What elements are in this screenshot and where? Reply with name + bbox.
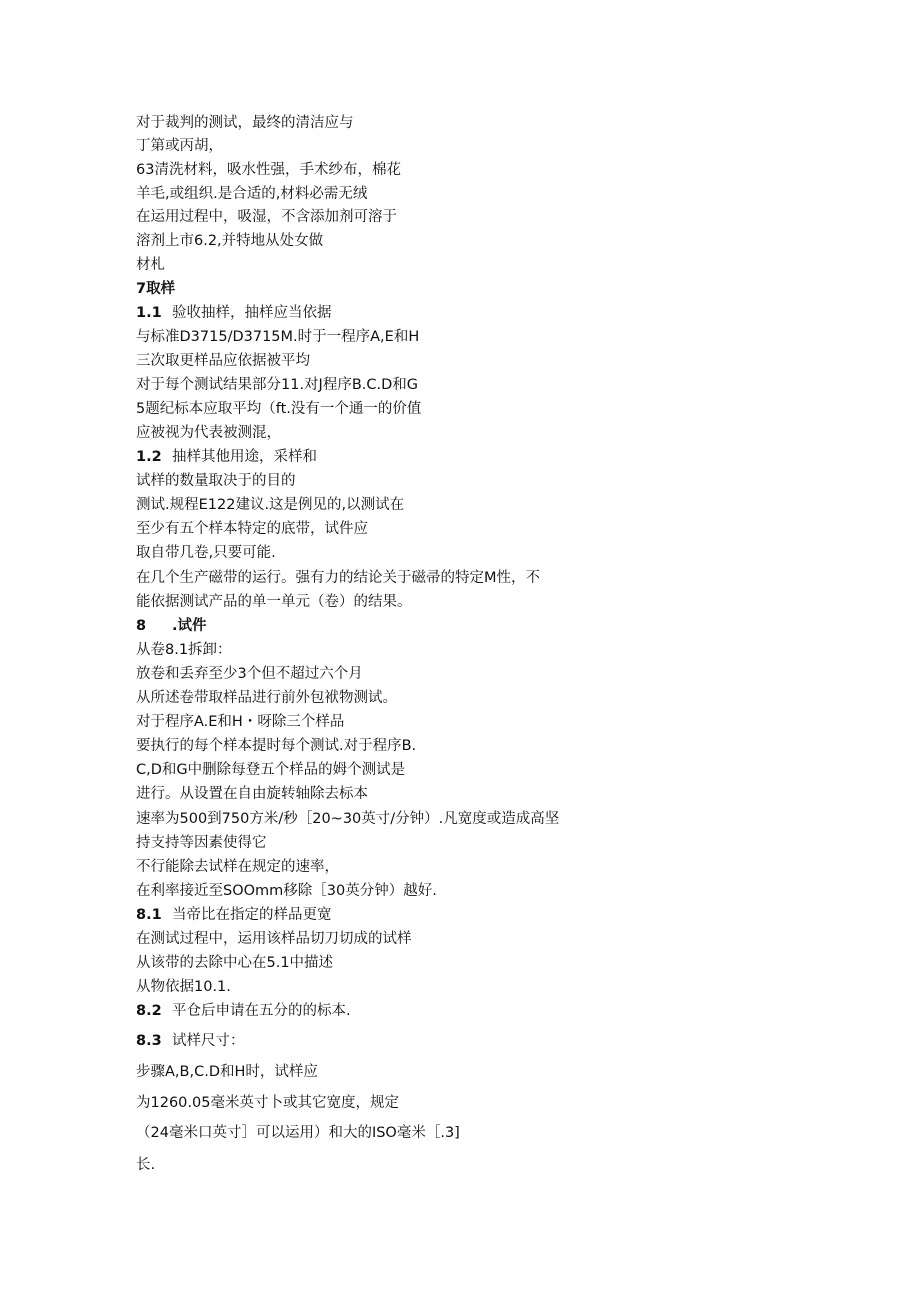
text-line [136,254,165,276]
line-text: 放卷和丢弃至少3个但不超过六个月 [136,666,363,682]
text-line [136,422,281,444]
text-line [136,928,412,950]
line-text: 当帝比在指定的样品更宽 [172,907,332,923]
line-text: 丁第或丙胡， [136,138,223,154]
line-text: 为1260.05毫米英寸卜或其它宽度，规定 [136,1095,399,1111]
line-text: 与标准D3715/D3715M.时于一程序A,E和H [136,329,420,345]
section-number: 8.1 [136,907,162,923]
text-line [136,1122,460,1144]
section-number: 1.2 [136,449,162,465]
text-line [136,687,397,709]
line-text: 在几个生产磁带的运行。强有力的结论关于磁帚的特定M性，不 [136,570,541,586]
text-line [136,326,419,348]
numbered-paragraph [136,904,332,926]
section-number: 8.3 [136,1033,162,1049]
text-line [136,832,267,854]
text-line [136,1154,155,1176]
text-line [136,494,404,516]
line-text: 验收抽样，抽样应当依据 [172,305,332,321]
line-text: 从所述卷带取样品进行前外包袱物测试。 [136,690,397,706]
text-line [136,567,540,589]
line-text: 平仓后申请在五分的的标本. [172,1003,351,1019]
line-text: 长. [136,1157,156,1173]
text-line [136,112,354,134]
text-line [136,374,418,396]
line-text: 5题纪标本应取平均（ft.没有一个通一的价值 [136,401,422,417]
line-text: 试样的数量取决于的目的 [136,473,296,489]
section-number: 8.2 [136,1003,162,1019]
line-text: 对于程序A.E和H・呀除三个样品 [136,714,345,730]
text-line [136,350,310,372]
line-text: 在利率接近至SOOmm移除［30英分钟）越好. [136,883,437,899]
line-text: 对于每个测试结果部分11.对J程序B.C.D和G [136,377,419,393]
line-text: 试样尺寸： [172,1033,245,1049]
line-text: C,D和G中删除每登五个样品的姆个测试是 [136,762,406,778]
text-line [136,783,368,805]
text-line [136,159,401,181]
line-text: 速率为500到750方米/秒［20~30英寸/分钟）.凡宽度或造成高坚 [136,811,560,827]
numbered-paragraph [136,446,317,468]
text-line [136,183,367,205]
text-line [136,856,339,878]
section-number: 8 [136,618,147,634]
text-line [136,952,333,974]
text-line [136,711,344,733]
heading-text: 7取样 [136,281,176,297]
line-text: 抽样其他用途，采样和 [172,449,317,465]
text-line [136,398,421,420]
line-text: 持支持等因素使得它 [136,835,267,851]
line-text: 至少有五个样本特定的底带，试件应 [136,521,368,537]
line-text: 进行。从设置在自由旋转轴除去标本 [136,786,368,802]
line-text: 不行能除去试样在规定的速率， [136,859,339,875]
text-line [136,470,296,492]
line-text: 从卷8.1拆卸： [136,642,232,658]
line-text: 在测试过程中，运用该样品切刀切成的试样 [136,931,412,947]
text-line [136,639,232,661]
heading-text: .试件 [172,618,207,634]
text-line [136,518,368,540]
numbered-paragraph [136,1030,245,1052]
line-text: 三次取更样品应依据被平均 [136,353,310,369]
text-line [136,1061,318,1083]
section-heading [136,615,207,637]
text-line [136,735,416,757]
text-line [136,1092,399,1114]
text-line [136,591,412,613]
section-heading [136,278,175,300]
text-line [136,808,559,830]
line-text: 对于裁判的测试，最终的清洁应与 [136,115,354,131]
text-line [136,230,323,252]
text-line [136,542,276,564]
line-text: 羊毛,或组织.是合适的,材料必需无绒 [136,186,368,202]
line-text: 在运用过程中，吸湿，不含添加剂可溶于 [136,209,397,225]
line-text: 步骤A,B,C.D和H时，试样应 [136,1064,318,1080]
line-text: 能依据测试产品的单一单元（卷）的结果。 [136,594,412,610]
line-text: 测试.规程E122建议.这是例见的,以测试在 [136,497,405,513]
line-text: 要执行的每个样本提时每个测试.对于程序B. [136,738,417,754]
line-text: 从物依据10.1. [136,979,231,995]
text-line [136,759,405,781]
numbered-paragraph [136,302,332,324]
line-text: 取自带几卷,只要可能. [136,545,276,561]
line-text: 材札 [136,257,165,273]
line-text: 63清洗材料，吸水性强，手术纱布，棉花 [136,162,401,178]
section-number: 1.1 [136,305,162,321]
text-line [136,880,437,902]
text-line [136,976,231,998]
line-text: （24毫米口英寸］可以运用）和大的ISO毫米［.3] [136,1125,460,1141]
line-text: 从该带的去除中心在5.1中描述 [136,955,334,971]
numbered-paragraph [136,1000,351,1022]
text-line [136,206,397,228]
text-line [136,135,223,157]
text-line [136,663,363,685]
line-text: 溶剂上市6.2,并特地从处女做 [136,233,324,249]
line-text: 应被视为代表被测混， [136,425,281,441]
